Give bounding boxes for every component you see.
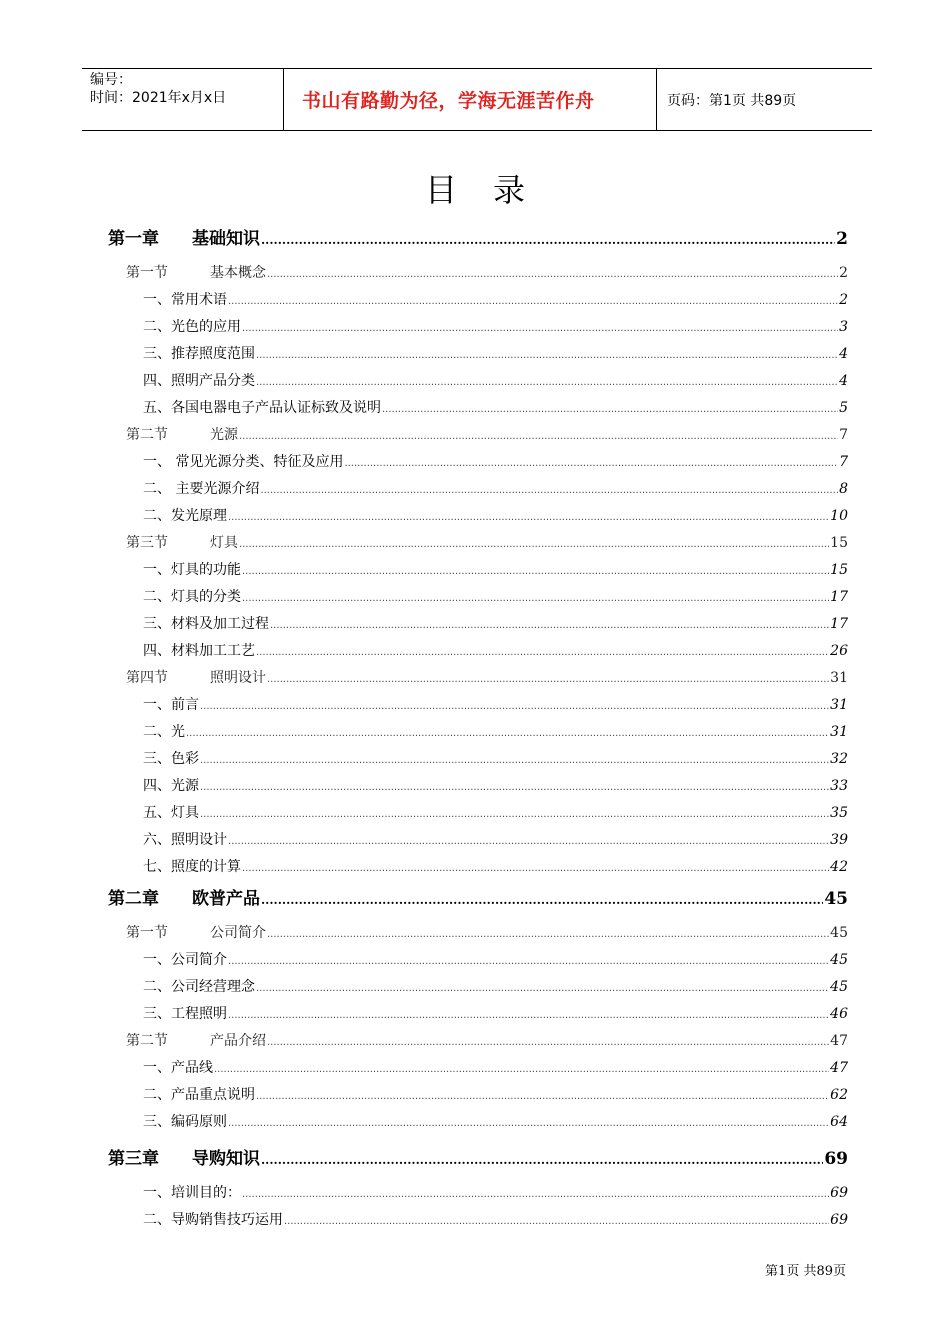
toc-page-number: 45 xyxy=(830,925,848,941)
toc-entry-title: 三、工程照明 xyxy=(143,1006,227,1022)
header-left-cell xyxy=(82,69,284,130)
toc-entry-title: 三、推荐照度范围 xyxy=(143,346,255,362)
toc-page-number: 5 xyxy=(839,400,848,416)
toc-entry-label xyxy=(126,532,238,552)
toc-entry-chap[interactable] xyxy=(108,224,848,249)
toc-entry-number: 第三章 xyxy=(108,1149,159,1169)
toc-entry-item[interactable] xyxy=(143,802,848,822)
toc-entry-item[interactable] xyxy=(143,613,848,633)
toc-entry-number: 第三节 xyxy=(126,535,168,551)
toc-entry-title: 基础知识 xyxy=(192,229,260,249)
toc-entry-number: 第四节 xyxy=(126,670,168,686)
toc-entry-item[interactable] xyxy=(143,1111,848,1131)
toc-entry-item[interactable] xyxy=(143,370,848,390)
toc-entry-item[interactable] xyxy=(143,856,848,876)
toc-dot-leader xyxy=(267,1037,829,1048)
toc-page-number: 2 xyxy=(839,265,848,281)
toc-entry-label xyxy=(143,856,241,876)
header-page-info: 页码：第1页 共89页 xyxy=(667,92,797,109)
toc-page-number: 7 xyxy=(839,454,848,470)
toc-dot-leader xyxy=(239,431,838,442)
page-footer: 第1页 共89页 xyxy=(765,1264,846,1279)
toc-entry-item[interactable] xyxy=(143,451,848,471)
toc-dot-leader xyxy=(261,1153,823,1167)
toc-dot-leader xyxy=(242,323,838,334)
toc-entry-number: 第一节 xyxy=(126,265,168,281)
toc-entry-title: 一、灯具的功能 xyxy=(143,562,241,578)
toc-page-number: 2 xyxy=(839,292,848,308)
toc-entry-title: 一、公司简介 xyxy=(143,952,227,968)
toc-dot-leader xyxy=(261,233,835,247)
toc-entry-chap[interactable] xyxy=(108,1144,848,1169)
toc-entry-label xyxy=(143,1111,227,1131)
toc-entry-sec[interactable] xyxy=(126,1030,848,1050)
toc-page-number: 33 xyxy=(830,778,848,794)
toc-dot-leader xyxy=(239,539,829,550)
toc-page-number: 45 xyxy=(830,952,848,968)
toc-entry-title: 五、各国电器电子产品认证标致及说明 xyxy=(143,400,381,416)
toc-page-number: 39 xyxy=(830,832,848,848)
toc-dot-leader xyxy=(267,269,838,280)
toc-page-number: 47 xyxy=(830,1060,848,1076)
toc-page-number: 35 xyxy=(830,805,848,821)
toc-entry-item[interactable] xyxy=(143,478,848,498)
toc-dot-leader xyxy=(228,1010,829,1021)
toc-entry-title: 一、培训目的： xyxy=(143,1185,241,1201)
toc-entry-label xyxy=(143,478,259,498)
toc-entry-title: 四、光源 xyxy=(143,778,199,794)
toc-entry-label xyxy=(143,1057,213,1077)
toc-entry-item[interactable] xyxy=(143,289,848,309)
toc-entry-label xyxy=(143,451,343,471)
toc-entry-label xyxy=(143,949,227,969)
toc-entry-label xyxy=(126,262,266,282)
toc-page-number: 31 xyxy=(830,670,848,686)
toc-entry-title: 欧普产品 xyxy=(192,889,260,909)
toc-dot-leader xyxy=(186,728,829,739)
toc-dot-leader xyxy=(228,512,829,523)
toc-entry-title: 二、光色的应用 xyxy=(143,319,241,335)
toc-page-number: 32 xyxy=(830,751,848,767)
toc-entry-label xyxy=(143,613,269,633)
toc-entry-number: 第二节 xyxy=(126,1033,168,1049)
toc-entry-number: 第二章 xyxy=(108,889,159,909)
toc-page-number: 31 xyxy=(830,697,848,713)
toc-page-number: 4 xyxy=(839,346,848,362)
toc-entry-label xyxy=(108,224,260,249)
toc-entry-item[interactable] xyxy=(143,1182,848,1202)
toc-dot-leader xyxy=(382,404,838,415)
toc-entry-sec[interactable] xyxy=(126,922,848,942)
toc-entry-label xyxy=(143,397,381,417)
toc-page-number: 15 xyxy=(830,535,848,551)
toc-page-number: 46 xyxy=(830,1006,848,1022)
toc-dot-leader xyxy=(200,755,829,766)
motto: 书山有路勤为径，学海无涯苦作舟 xyxy=(284,69,657,130)
toc-entry-item[interactable] xyxy=(143,316,848,336)
toc-entry-title: 二、 主要光源介绍 xyxy=(143,481,260,497)
toc-entry-label xyxy=(143,976,255,996)
toc-entry-label xyxy=(143,1182,241,1202)
toc-dot-leader xyxy=(260,485,838,496)
toc-dot-leader xyxy=(228,956,829,967)
toc-page-number: 42 xyxy=(830,859,848,875)
toc-entry-title: 照明设计 xyxy=(210,670,266,686)
toc-page-number: 47 xyxy=(830,1033,848,1049)
toc-dot-leader xyxy=(242,566,829,577)
toc-entry-label xyxy=(143,640,255,660)
toc-entry-title: 一、 常见光源分类、特征及应用 xyxy=(143,454,344,470)
toc-page-number: 64 xyxy=(830,1114,848,1130)
toc-dot-leader xyxy=(242,593,829,604)
toc-entry-label xyxy=(143,586,241,606)
toc-entry-title: 公司简介 xyxy=(210,925,266,941)
toc-dot-leader xyxy=(242,1189,829,1200)
toc-page-number: 45 xyxy=(830,979,848,995)
toc-dot-leader xyxy=(214,1064,829,1075)
toc-entry-label xyxy=(143,343,255,363)
toc-dot-leader xyxy=(284,1216,829,1227)
toc-entry-title: 三、编码原则 xyxy=(143,1114,227,1130)
toc-dot-leader xyxy=(200,782,829,793)
toc-page-number: 26 xyxy=(830,643,848,659)
toc-entry-label xyxy=(143,1003,227,1023)
toc-entry-label xyxy=(143,370,255,390)
toc-entry-title: 灯具 xyxy=(210,535,238,551)
toc-entry-label xyxy=(126,424,238,444)
toc-entry-title: 四、材料加工工艺 xyxy=(143,643,255,659)
toc-dot-leader xyxy=(242,863,829,874)
toc-entry-item[interactable] xyxy=(143,829,848,849)
toc-entry-title: 光源 xyxy=(210,427,238,443)
toc-entry-item[interactable] xyxy=(143,976,848,996)
toc-entry-chap[interactable] xyxy=(108,884,848,909)
toc-entry-title: 二、灯具的分类 xyxy=(143,589,241,605)
toc-entry-label xyxy=(143,748,199,768)
toc-entry-title: 二、发光原理 xyxy=(143,508,227,524)
toc-entry-label xyxy=(143,802,199,822)
toc-entry-item[interactable] xyxy=(143,1003,848,1023)
toc-page-number: 62 xyxy=(830,1087,848,1103)
toc-entry-sec[interactable] xyxy=(126,424,848,444)
toc-entry-label xyxy=(143,505,227,525)
toc-page-number: 69 xyxy=(824,1149,848,1169)
toc-entry-label xyxy=(108,884,260,909)
toc-entry-label xyxy=(126,1030,266,1050)
toc-entry-label xyxy=(126,667,266,687)
toc-entry-label xyxy=(143,829,227,849)
toc-entry-title: 一、产品线 xyxy=(143,1060,213,1076)
toc-page-number: 8 xyxy=(839,481,848,497)
toc-page-number: 17 xyxy=(830,589,848,605)
toc-entry-title: 六、照明设计 xyxy=(143,832,227,848)
toc-entry-title: 二、光 xyxy=(143,724,185,740)
toc-entry-label xyxy=(143,721,185,741)
toc-entry-sec[interactable] xyxy=(126,667,848,687)
toc-entry-title: 二、导购销售技巧运用 xyxy=(143,1212,283,1228)
toc-page-number: 69 xyxy=(830,1212,848,1228)
toc-entry-item[interactable] xyxy=(143,748,848,768)
toc-page-number: 45 xyxy=(824,889,848,909)
toc-entry-label xyxy=(143,1209,283,1229)
toc-entry-label xyxy=(143,289,227,309)
toc-entry-label xyxy=(143,775,199,795)
toc-entry-title: 一、常用术语 xyxy=(143,292,227,308)
serial-label: 编号： xyxy=(90,72,132,88)
toc-entry-item[interactable] xyxy=(143,949,848,969)
toc-entry-title: 三、材料及加工过程 xyxy=(143,616,269,632)
toc-entry-label xyxy=(143,1084,255,1104)
toc-entry-item[interactable] xyxy=(143,1084,848,1104)
toc-entry-item[interactable] xyxy=(143,1209,848,1229)
toc-dot-leader xyxy=(256,1091,829,1102)
toc-entry-item[interactable] xyxy=(143,694,848,714)
toc-dot-leader xyxy=(256,377,838,388)
toc-page-number: 4 xyxy=(839,373,848,389)
toc-entry-title: 一、前言 xyxy=(143,697,199,713)
toc-entry-label xyxy=(108,1144,260,1169)
toc-page-number: 10 xyxy=(830,508,848,524)
header-table xyxy=(82,68,872,131)
page-title: 目录 xyxy=(424,171,561,209)
toc-dot-leader xyxy=(200,701,829,712)
toc-dot-leader xyxy=(228,836,829,847)
toc-entry-item[interactable] xyxy=(143,1057,848,1077)
toc-page-number: 7 xyxy=(839,427,848,443)
toc-entry-title: 七、照度的计算 xyxy=(143,859,241,875)
toc-entry-title: 产品介绍 xyxy=(210,1033,266,1049)
toc-entry-label xyxy=(143,316,241,336)
toc-entry-item[interactable] xyxy=(143,343,848,363)
time-label: 时间：2021年x月x日 xyxy=(90,90,227,106)
toc-entry-label xyxy=(143,694,199,714)
toc-dot-leader xyxy=(267,674,829,685)
toc-entry-item[interactable] xyxy=(143,505,848,525)
toc-entry-title: 基本概念 xyxy=(210,265,266,281)
toc-entry-title: 二、产品重点说明 xyxy=(143,1087,255,1103)
toc-entry-number: 第一节 xyxy=(126,925,168,941)
toc-dot-leader xyxy=(228,1118,829,1129)
toc-page-number: 15 xyxy=(830,562,848,578)
toc-dot-leader xyxy=(228,296,838,307)
toc-dot-leader xyxy=(267,929,829,940)
toc-entry-number: 第二节 xyxy=(126,427,168,443)
toc-entry-item[interactable] xyxy=(143,586,848,606)
toc-entry-number: 第一章 xyxy=(108,229,159,249)
toc-entry-sec[interactable] xyxy=(126,532,848,552)
toc-dot-leader xyxy=(261,893,823,907)
toc-page-number: 2 xyxy=(836,229,848,249)
toc-dot-leader xyxy=(256,647,829,658)
toc-dot-leader xyxy=(256,983,829,994)
toc-page-number: 69 xyxy=(830,1185,848,1201)
toc-entry-item[interactable] xyxy=(143,559,848,579)
toc-dot-leader xyxy=(200,809,829,820)
toc-entry-label xyxy=(143,559,241,579)
toc-entry-title: 四、照明产品分类 xyxy=(143,373,255,389)
toc-entry-item[interactable] xyxy=(143,640,848,660)
toc-dot-leader xyxy=(270,620,829,631)
toc-entry-label xyxy=(126,922,266,942)
toc-entry-title: 三、色彩 xyxy=(143,751,199,767)
toc-entry-item[interactable] xyxy=(143,721,848,741)
toc-entry-sec[interactable] xyxy=(126,262,848,282)
toc-entry-title: 二、公司经营理念 xyxy=(143,979,255,995)
toc-page-number: 3 xyxy=(839,319,848,335)
toc-entry-item[interactable] xyxy=(143,775,848,795)
toc-page-number: 31 xyxy=(830,724,848,740)
toc-entry-title: 五、灯具 xyxy=(143,805,199,821)
toc-entry-item[interactable] xyxy=(143,397,848,417)
toc-dot-leader xyxy=(344,458,838,469)
toc-page-number: 17 xyxy=(830,616,848,632)
toc-dot-leader xyxy=(256,350,838,361)
toc-entry-title: 导购知识 xyxy=(192,1149,260,1169)
